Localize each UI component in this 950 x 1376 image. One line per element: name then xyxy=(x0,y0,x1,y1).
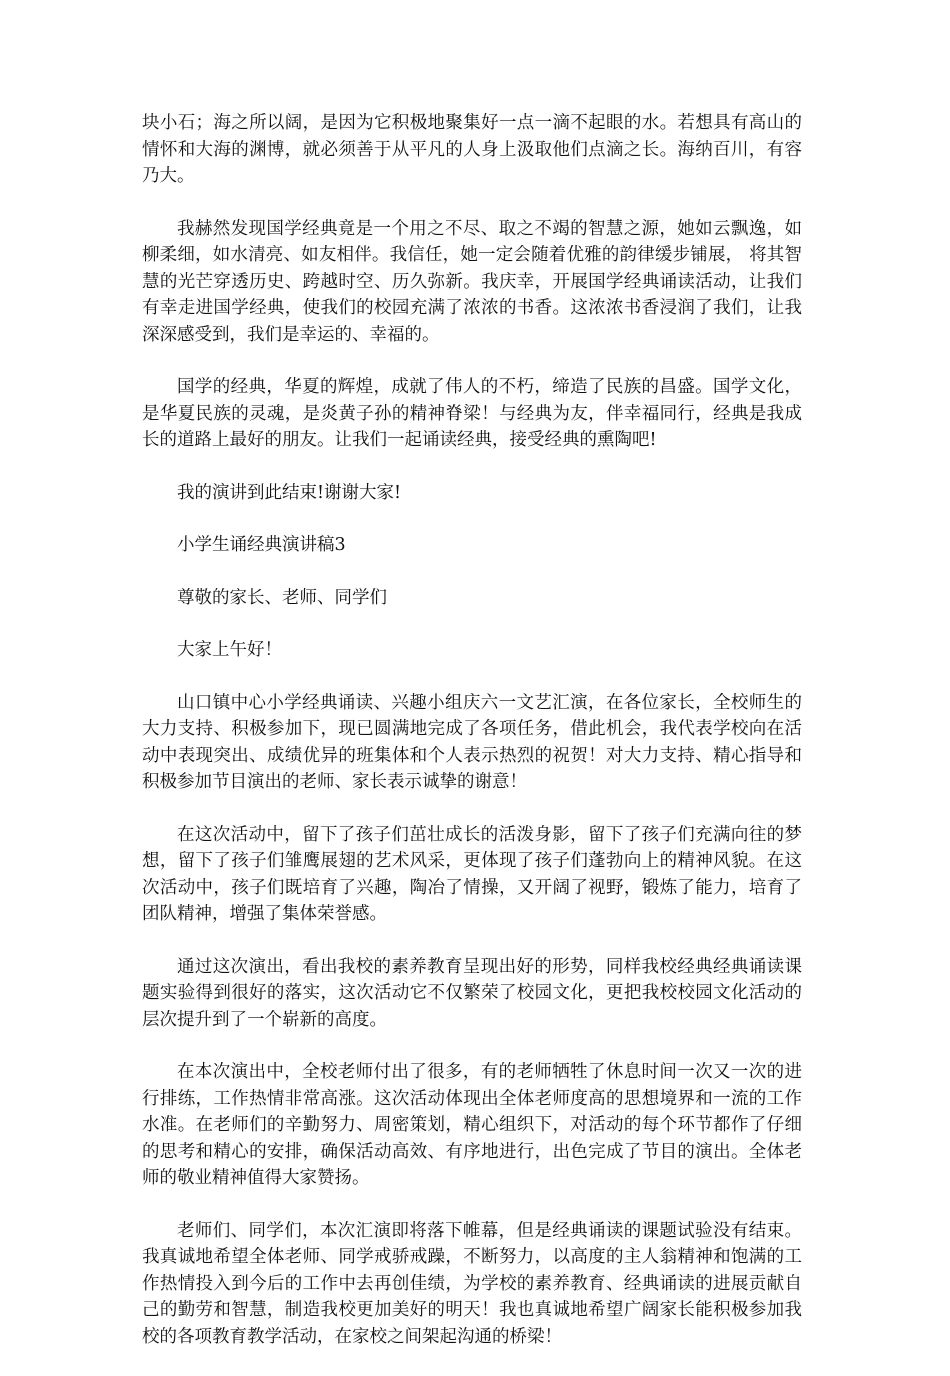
paragraph-teachers: 在本次演出中，全校老师付出了很多，有的老师牺牲了休息时间一次又一次的进行排练，工作热情非常高涨。这次活动体现出全体老师度高的思想境界和一流的工作水准。在老师们的辛勤努力、周密策划，精心组织下，对活动的每个环节都作了仔细的思考和精心的安排，确保活动高效、有序地进行，出色完成了节目的演出。全体老师的敬业精神值得大家赞扬。 xyxy=(142,1062,802,1188)
paragraph-closing: 我的演讲到此结束!谢谢大家! xyxy=(177,482,402,503)
document-body xyxy=(142,110,802,1376)
paragraph-continuation: 块小石；海之所以阔，是因为它积极地聚集好一点一滴不起眼的水。若想具有高山的情怀和大海的渊博，就必须善于从平凡的人身上汲取他们点滴之长。海纳百川，有容乃大。 xyxy=(142,113,802,186)
paragraph-conclusion: 老师们、同学们，本次汇演即将落下帷幕，但是经典诵读的课题试验没有结束。我真诚地希望全体老师、同学戒骄戒躁，不断努力，以高度的主人翁精神和饱满的工作热情投入到今后的工作中去再创佳绩，为学校的素养教育、经典诵读的进展贡献自己的勤劳和智慧，制造我校更加美好的明天！我也真诚地希望广阔家长能积极参加我校的各项教育教学活动，在家校之间架起沟通的桥梁！ xyxy=(142,1220,802,1347)
paragraph-classics-wisdom: 我赫然发现国学经典竟是一个用之不尽、取之不竭的智慧之源，她如云飘逸，如柳柔细，如水清亮、如友相伴。我信任，她一定会随着优雅的韵律缓步铺展， 将其智慧的光芒穿透历史、跨越时空、历久弥新。我庆幸，开展国学经典诵读活动，让我们有幸走进国学经典，使我们的校园充满了浓浓的书香。这浓浓书香浸润了我们，让我深深感受到，我们是幸运的、幸福的。 xyxy=(142,218,802,345)
greeting: 大家上午好！ xyxy=(177,640,282,660)
paragraph-education: 通过这次演出，看出我校的素养教育呈现出好的形势，同样我校经典经典诵读课题实验得到很好的落实，这次活动它不仅繁荣了校园文化，更把我校校园文化活动的层次提升到了一个崭新的高度。 xyxy=(142,956,802,1030)
paragraph-activity: 在这次活动中，留下了孩子们茁壮成长的活泼身影，留下了孩子们充满向往的梦想，留下了孩子们雏鹰展翅的艺术风采，更体现了孩子们蓬勃向上的精神风貌。在这次活动中，孩子们既培育了兴趣，陶冶了情操，又开阔了视野，锻炼了能力，培育了团队精神，增强了集体荣誉感。 xyxy=(142,824,802,924)
paragraph-classics-culture: 国学的经典，华夏的辉煌，成就了伟人的不朽，缔造了民族的昌盛。国学文化，是华夏民族的灵魂，是炎黄子孙的精神脊梁！与经典为友，伴幸福同行，经典是我成长的道路上最好的朋友。让我们一起诵读经典，接受经典的熏陶吧! xyxy=(142,377,802,450)
salutation: 尊敬的家长、老师、同学们 xyxy=(177,587,387,608)
section-title: 小学生诵经典演讲稿3 xyxy=(177,535,346,555)
paragraph-performance-intro: 山口镇中心小学经典诵读、兴趣小组庆六一文艺汇演，在各位家长，全校师生的大力支持、积极参加下，现已圆满地完成了各项任务，借此机会，我代表学校向在活动中表现突出、成绩优异的班集体和个人表示热烈的祝贺！对大力支持、精心指导和积极参加节目演出的老师、家长表示诚挚的谢意！ xyxy=(142,692,802,792)
